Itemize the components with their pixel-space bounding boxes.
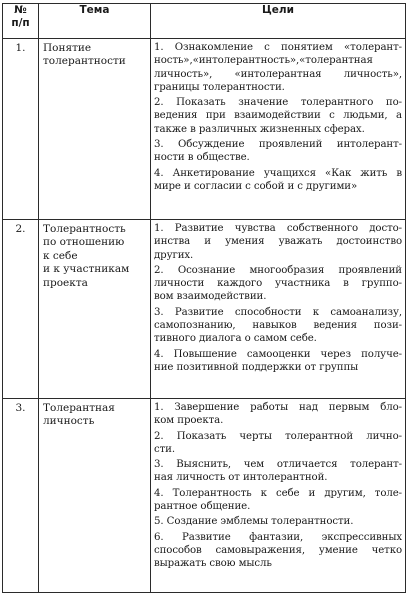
goal-line: ность»,«интолерантность»,«толерантная bbox=[154, 55, 373, 67]
row-theme-line: личность bbox=[43, 415, 95, 428]
table-row bbox=[3, 39, 406, 220]
goal-line: ние позитивной поддержки от группы bbox=[154, 361, 359, 373]
goal-item bbox=[154, 531, 402, 571]
goal-item bbox=[154, 487, 402, 514]
row-theme-line: по отношению bbox=[43, 236, 125, 249]
goal-line: ности в обществе. bbox=[154, 152, 250, 164]
goal-line: вом взаимодействии. bbox=[154, 291, 267, 303]
goal-item bbox=[154, 306, 402, 346]
goal-line: выражать свою мысль bbox=[154, 558, 272, 570]
row-theme-line: Толерантность bbox=[43, 223, 126, 235]
goal-line: 4. Толерантность к себе и другим, толе- bbox=[154, 487, 402, 499]
lesson-plan-table bbox=[2, 3, 406, 593]
goal-line: 2. Осознание многообразия проявлений bbox=[154, 264, 402, 276]
goal-line: личность», «интолерантная личность», bbox=[154, 68, 402, 80]
goal-item bbox=[154, 41, 402, 94]
table-header-row bbox=[3, 4, 406, 39]
goal-line: инства и умения уважать достоинство bbox=[154, 236, 402, 248]
header-theme: Тема bbox=[39, 4, 151, 39]
row-goals bbox=[151, 220, 406, 399]
goal-line: личности каждого участника в группо- bbox=[154, 278, 402, 290]
row-theme-line: и к участникам bbox=[43, 263, 130, 276]
header-number bbox=[3, 4, 39, 39]
goal-line: 4. Повышение самооценки через получе- bbox=[154, 348, 402, 360]
goal-line: 1. Ознакомление с понятием «толерант- bbox=[154, 42, 402, 53]
header-number-line2: п/п bbox=[11, 17, 30, 29]
goal-line: 2. Показать черты толерантной лично- bbox=[154, 430, 402, 442]
goal-line: способов самовыражения, умение четко bbox=[154, 544, 402, 556]
row-theme-line: к себе bbox=[43, 249, 78, 262]
goal-item bbox=[154, 264, 402, 304]
row-goals bbox=[151, 399, 406, 593]
goal-line: границы толерантности. bbox=[154, 81, 285, 93]
goal-item bbox=[154, 430, 402, 457]
row-theme-line: Понятие bbox=[43, 42, 92, 54]
header-goals: Цели bbox=[151, 4, 406, 39]
table-row bbox=[3, 399, 406, 593]
row-number: 2. bbox=[3, 220, 39, 399]
row-theme bbox=[39, 39, 151, 220]
header-number-line1: № bbox=[14, 4, 27, 16]
goal-item bbox=[154, 458, 402, 485]
goal-line: тивного диалога о самом себе. bbox=[154, 333, 317, 345]
goal-line: ком проекта. bbox=[154, 415, 224, 427]
row-number: 3. bbox=[3, 399, 39, 593]
goal-line: 5. Создание эмблемы толерантности. bbox=[154, 516, 354, 528]
table-row bbox=[3, 220, 406, 399]
goal-item bbox=[154, 222, 402, 262]
goal-line: ведения при взаимодействии с людьми, а bbox=[154, 110, 402, 122]
goal-line: 3. Развитие способности к самоанализу, bbox=[154, 306, 402, 318]
goal-line: других. bbox=[154, 249, 194, 261]
goal-line: ная личность от интолерантной. bbox=[154, 472, 328, 484]
goal-item bbox=[154, 138, 402, 165]
goal-item bbox=[154, 401, 402, 428]
goal-line: 1. Завершение работы над первым бло- bbox=[154, 402, 402, 413]
goal-line: также в различных жизненных сферах. bbox=[154, 123, 365, 135]
goal-item bbox=[154, 167, 402, 194]
table-body bbox=[3, 39, 406, 593]
row-theme-line: Толерантная bbox=[43, 402, 115, 414]
row-theme-line: толерантности bbox=[43, 55, 126, 68]
row-theme bbox=[39, 399, 151, 593]
goal-item bbox=[154, 96, 402, 136]
goal-item bbox=[154, 515, 402, 528]
goal-line: самопознанию, навыков ведения пози- bbox=[154, 320, 402, 332]
goal-line: рантное общение. bbox=[154, 501, 251, 513]
goal-line: 4. Анкетирование учащихся «Как жить в bbox=[154, 167, 402, 179]
goal-line: 3. Выяснить, чем отличается толерант- bbox=[154, 459, 402, 471]
row-theme bbox=[39, 220, 151, 399]
row-number: 1. bbox=[3, 39, 39, 220]
goal-line: мире и согласии с собой и с другими» bbox=[154, 180, 358, 192]
goal-line: сти. bbox=[154, 443, 175, 455]
goal-line: 1. Развитие чувства собственного досто- bbox=[154, 223, 402, 234]
goal-line: 3. Обсуждение проявлений интолерант- bbox=[154, 139, 402, 151]
goal-item bbox=[154, 348, 402, 375]
goal-line: 2. Показать значение толерантного по- bbox=[154, 97, 402, 109]
row-goals bbox=[151, 39, 406, 220]
row-theme-line: проекта bbox=[43, 276, 88, 289]
goal-line: 6. Развитие фантазии, экспрессивных bbox=[154, 531, 402, 543]
